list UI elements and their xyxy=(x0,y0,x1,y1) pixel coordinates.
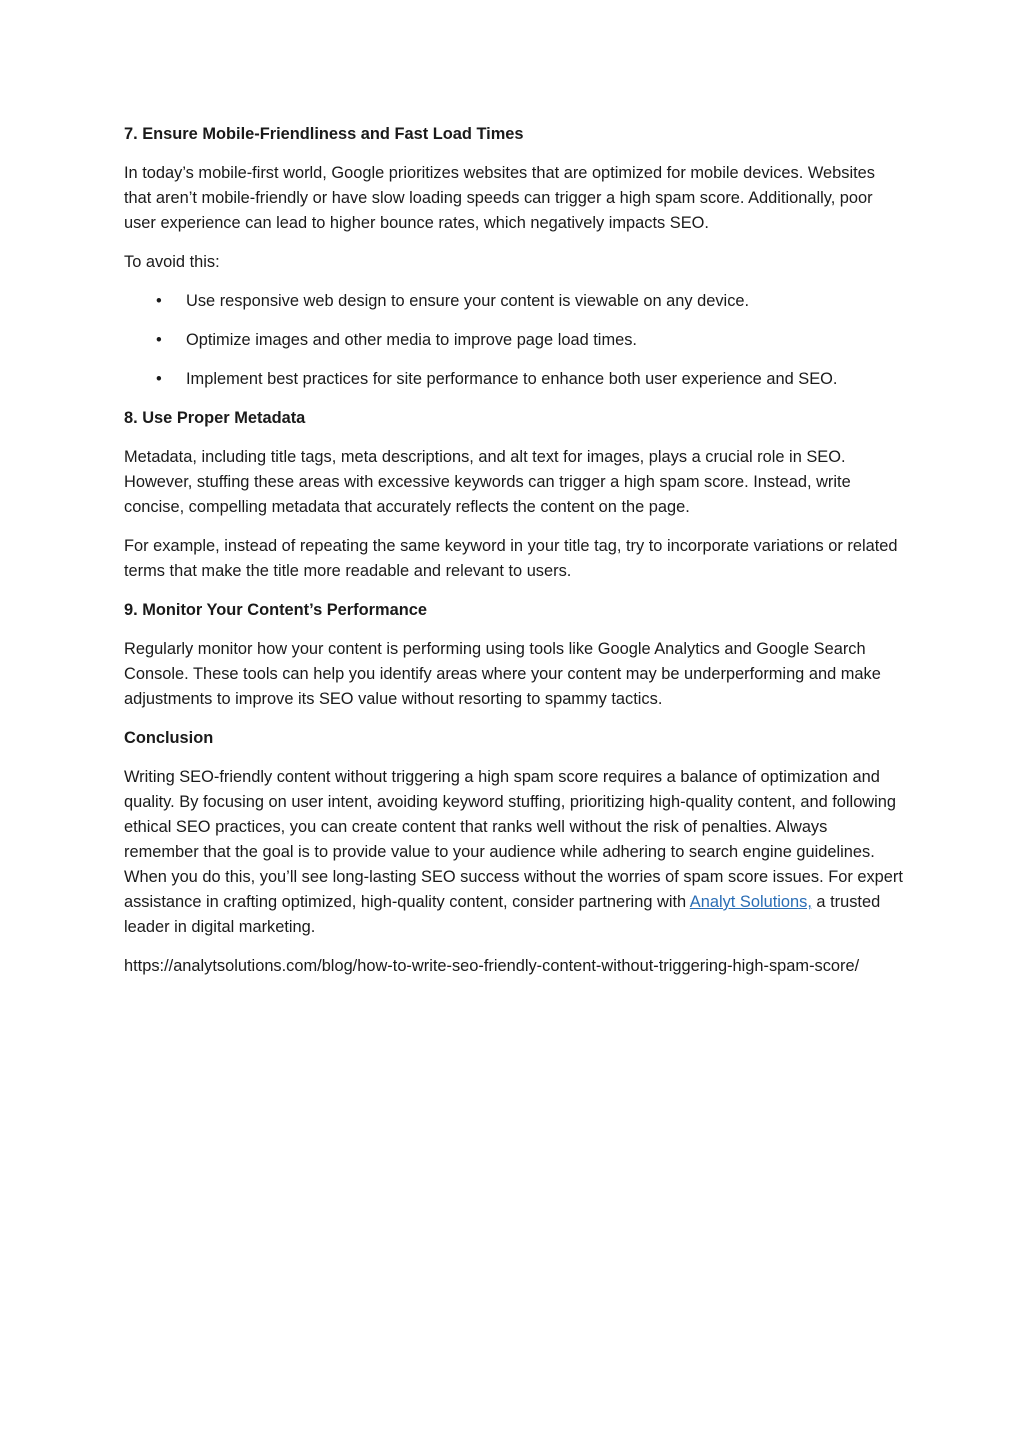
section-7-heading: 7. Ensure Mobile-Friendliness and Fast Load Times xyxy=(124,125,524,143)
list-item-text: Use responsive web design to ensure your content is viewable on any device. xyxy=(186,292,750,310)
bullet-icon: • xyxy=(156,331,162,349)
list-item-text: Implement best practices for site performance to enhance both user experience and SEO. xyxy=(186,370,838,388)
section-9-paragraph: Regularly monitor how your content is performing using tools like Google Analytics and Google Search Console. These tools can help you identify areas where your content may be underperforming and make adjustments to improve its SEO value without resorting to spammy tactics. xyxy=(124,640,881,708)
bullet-icon: • xyxy=(156,370,162,388)
list-item-text: Optimize images and other media to improve page load times. xyxy=(186,331,637,349)
conclusion-text-before-link: Writing SEO-friendly content without triggering a high spam score requires a balance of optimization and quality. By focusing on user intent, avoiding keyword stuffing, prioritizing high-quality content, and following ethical SEO practices, you can create content that ranks well without the risk of penalties. Always remember that the goal is to provide value to your audience while adhering to search engine guidelines. When you do this, you’ll see long-lasting SEO success without the worries of spam score issues. For expert assistance in crafting optimized, high-quality content, consider partnering with xyxy=(124,768,903,911)
section-7-intro-to-list: To avoid this: xyxy=(124,253,220,271)
list-item xyxy=(124,328,904,353)
section-8-paragraph-1: Metadata, including title tags, meta descriptions, and alt text for images, plays a crucial role in SEO. However, stuffing these areas with excessive keywords can trigger a high spam score. Instead, write concise, compelling metadata that accurately reflects the content on the page. xyxy=(124,448,851,516)
conclusion-heading: Conclusion xyxy=(124,729,214,747)
section-8-paragraph-2: For example, instead of repeating the same keyword in your title tag, try to incorporate variations or related terms that make the title more readable and relevant to users. xyxy=(124,537,898,580)
list-item xyxy=(124,289,904,314)
bullet-icon: • xyxy=(156,292,162,310)
section-7-paragraph: In today’s mobile-first world, Google prioritizes websites that are optimized for mobile devices. Websites that aren’t mobile-friendly or have slow loading speeds can trigger a high spam score. Additionally, poor user experience can lead to higher bounce rates, which negatively impacts SEO. xyxy=(124,164,875,232)
conclusion-text-after-link: a trusted leader in digital marketing. xyxy=(124,893,881,936)
section-9-heading: 9. Monitor Your Content’s Performance xyxy=(124,601,427,619)
section-8-heading: 8. Use Proper Metadata xyxy=(124,409,306,427)
analyt-solutions-link[interactable]: Analyt Solutions, xyxy=(689,893,812,911)
document-page xyxy=(124,122,904,993)
source-url: https://analytsolutions.com/blog/how-to-write-seo-friendly-content-without-triggering-high-spam-score/ xyxy=(124,957,860,975)
conclusion-paragraph xyxy=(124,765,904,940)
list-item xyxy=(124,367,904,392)
section-7-bullet-list xyxy=(124,289,904,392)
